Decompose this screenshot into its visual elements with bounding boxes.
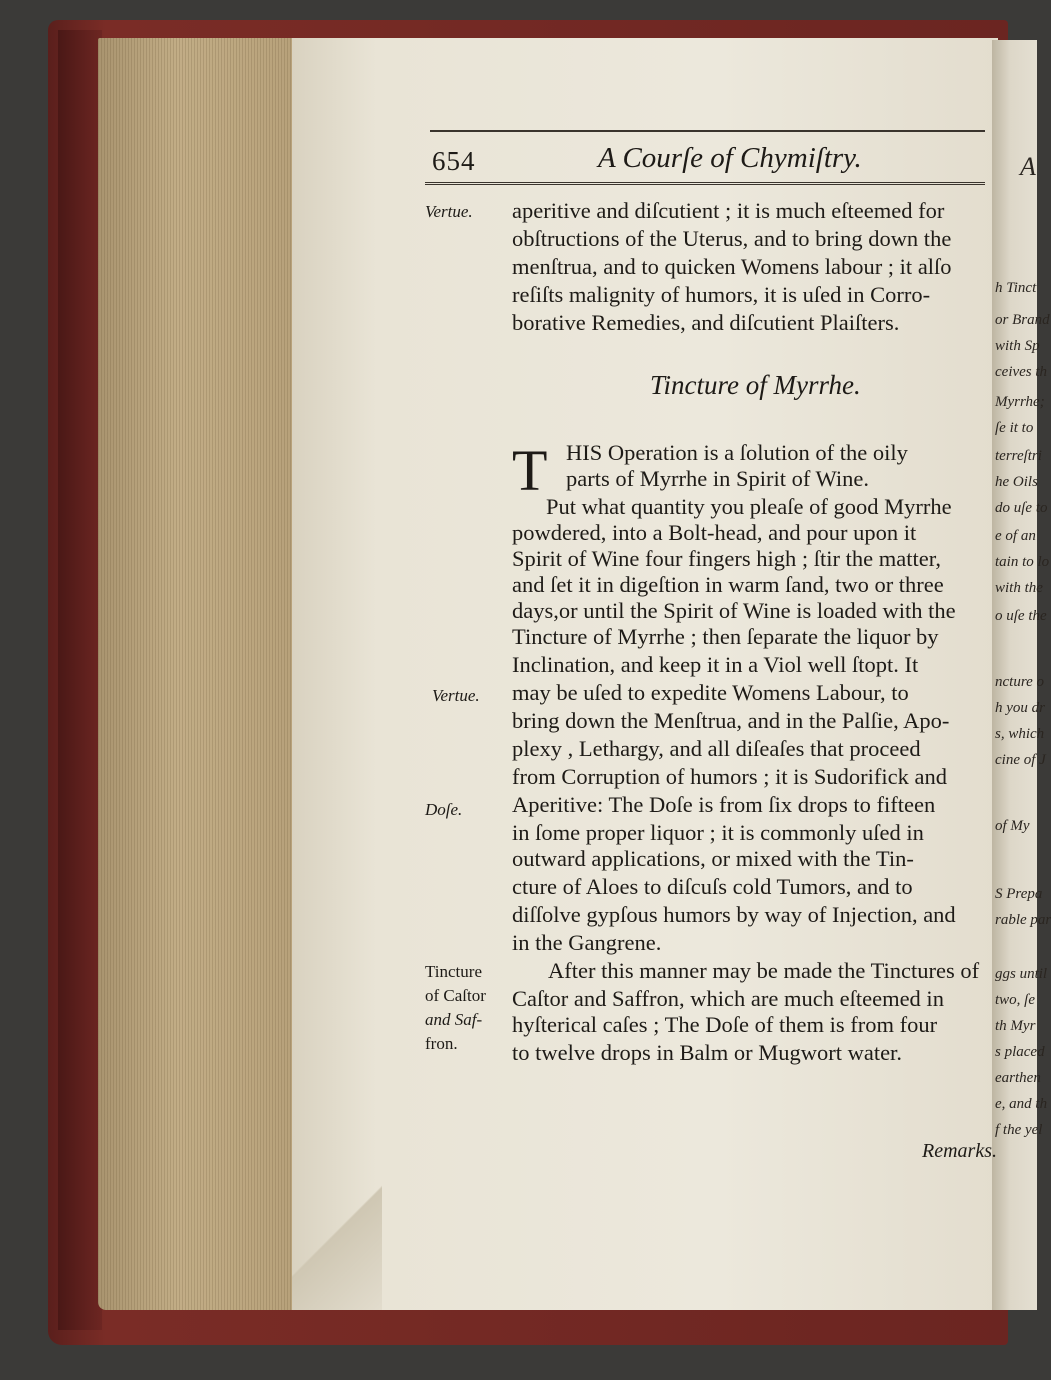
text-line: days,or until the Spirit of Wine is loaded with the	[512, 598, 956, 623]
margin-note-tincture-castor: of Caſtor	[425, 986, 486, 1005]
binding-edge	[58, 30, 102, 1330]
text-line: from Corruption of humors ; it is Sudorifick and	[512, 764, 947, 789]
text-line: bring down the Menſtrua, and in the Palſie, Apo-	[512, 708, 950, 733]
running-title: A Courſe of Chymiſtry.	[598, 142, 862, 174]
page-block-edges	[98, 38, 298, 1310]
section-heading: Tincture of Myrrhe.	[650, 370, 861, 400]
adjacent-page-fragment: or Brand	[995, 312, 1050, 328]
text-line: Tincture of Myrrhe ; then ſeparate the liquor by	[512, 624, 939, 649]
margin-note-vertue: Vertue.	[425, 202, 473, 221]
adjacent-page-fragment: h Tinct	[995, 280, 1037, 296]
text-line: outward applications, or mixed with the Tin-	[512, 846, 914, 871]
text-line: diſſolve gypſous humors by way of Injection, and	[512, 902, 956, 927]
adjacent-page-fragment: e of an	[995, 528, 1036, 544]
adjacent-page-fragment: earthen	[995, 1070, 1041, 1086]
adjacent-page-fragment: ncture o	[995, 674, 1045, 690]
adjacent-page-fragment: Myrrhe;	[995, 394, 1045, 410]
header-rule-bottom	[425, 182, 985, 185]
adjacent-page-fragment: o uſe the	[995, 608, 1047, 624]
adjacent-page-fragment: A	[1020, 152, 1036, 181]
adjacent-page-fragment: rable par	[995, 912, 1051, 928]
adjacent-page-fragment: ggs until	[995, 966, 1048, 982]
text-line: After this manner may be made the Tinctures of	[548, 958, 980, 983]
header-rule-top	[430, 130, 985, 132]
adjacent-page-fragment: terreſtri	[995, 448, 1042, 464]
adjacent-page-fragment: cine of J	[995, 752, 1046, 768]
text-line: Put what quantity you pleaſe of good Myrrhe	[546, 494, 952, 519]
margin-note-tincture-castor: and Saf-	[425, 1010, 483, 1029]
adjacent-page-fragment: with Sp	[995, 338, 1040, 354]
margin-note-tincture-castor: Tincture	[425, 962, 482, 981]
adjacent-page-fragment: do uſe to	[995, 500, 1048, 516]
adjacent-page-fragment: two, ſe	[995, 992, 1035, 1008]
adjacent-page-fragment: h you dr	[995, 700, 1045, 716]
text-line: in ſome proper liquor ; it is commonly uſed in	[512, 820, 924, 845]
adjacent-page-fragment: he Oils	[995, 474, 1038, 490]
text-line: powdered, into a Bolt-head, and pour upon it	[512, 520, 917, 545]
adjacent-page	[992, 40, 1051, 1310]
adjacent-page-fragment: e, and th	[995, 1096, 1048, 1112]
text-line: obſtructions of the Uterus, and to bring down the	[512, 226, 952, 251]
text-line: Spirit of Wine four fingers high ; ſtir the matter,	[512, 546, 941, 571]
text-line: HIS Operation is a ſolution of the oily	[566, 440, 908, 465]
text-line: Aperitive: The Doſe is from ſix drops to fifteen	[512, 792, 936, 817]
adjacent-page-fragment: s placed	[995, 1044, 1045, 1060]
page-corner-fold	[292, 1150, 382, 1310]
text-line: to twelve drops in Balm or Mugwort water.	[512, 1040, 902, 1065]
margin-note-dose: Doſe.	[425, 800, 463, 819]
margin-note-vertue: Vertue.	[432, 686, 480, 705]
text-line: Caſtor and Saffron, which are much eſteemed in	[512, 986, 944, 1011]
text-line: menſtrua, and to quicken Womens labour ; it alſo	[512, 254, 952, 279]
text-line: aperitive and diſcutient ; it is much eſteemed for	[512, 198, 945, 223]
page-number: 654	[432, 146, 476, 176]
text-line: may be uſed to expedite Womens Labour, to	[512, 680, 909, 705]
adjacent-page-fragment: ceives th	[995, 364, 1048, 380]
adjacent-page-fragment: th Myr	[995, 1018, 1036, 1034]
text-line: parts of Myrrhe in Spirit of Wine.	[566, 466, 870, 491]
margin-note-tincture-castor: fron.	[425, 1034, 458, 1053]
adjacent-page-fragment: tain to lo	[995, 554, 1050, 570]
adjacent-page-fragment: with the	[995, 580, 1043, 596]
text-line: in the Gangrene.	[512, 930, 662, 955]
text-line: Inclination, and keep it in a Viol well ſtopt. It	[512, 652, 919, 677]
text-line: cture of Aloes to diſcuſs cold Tumors, and to	[512, 874, 913, 899]
adjacent-page-fragment: S Prepa	[995, 886, 1043, 902]
text-line: reſiſts malignity of humors, it is uſed in Corro-	[512, 282, 931, 307]
adjacent-page-fragment: f the yel	[995, 1122, 1043, 1138]
text-line: and ſet it in digeſtion in warm ſand, two or three	[512, 572, 944, 597]
adjacent-page-fragment: of My	[995, 818, 1030, 834]
catchword: Remarks.	[922, 1140, 997, 1162]
drop-cap: T	[512, 438, 548, 503]
adjacent-page-fragment: ſe it to	[995, 420, 1034, 436]
text-line: plexy , Lethargy, and all diſeaſes that proceed	[512, 736, 921, 761]
adjacent-page-fragment: s, which	[995, 726, 1045, 742]
text-line: hyſterical caſes ; The Doſe of them is from four	[512, 1012, 938, 1037]
text-line: borative Remedies, and diſcutient Plaiſters.	[512, 310, 900, 335]
